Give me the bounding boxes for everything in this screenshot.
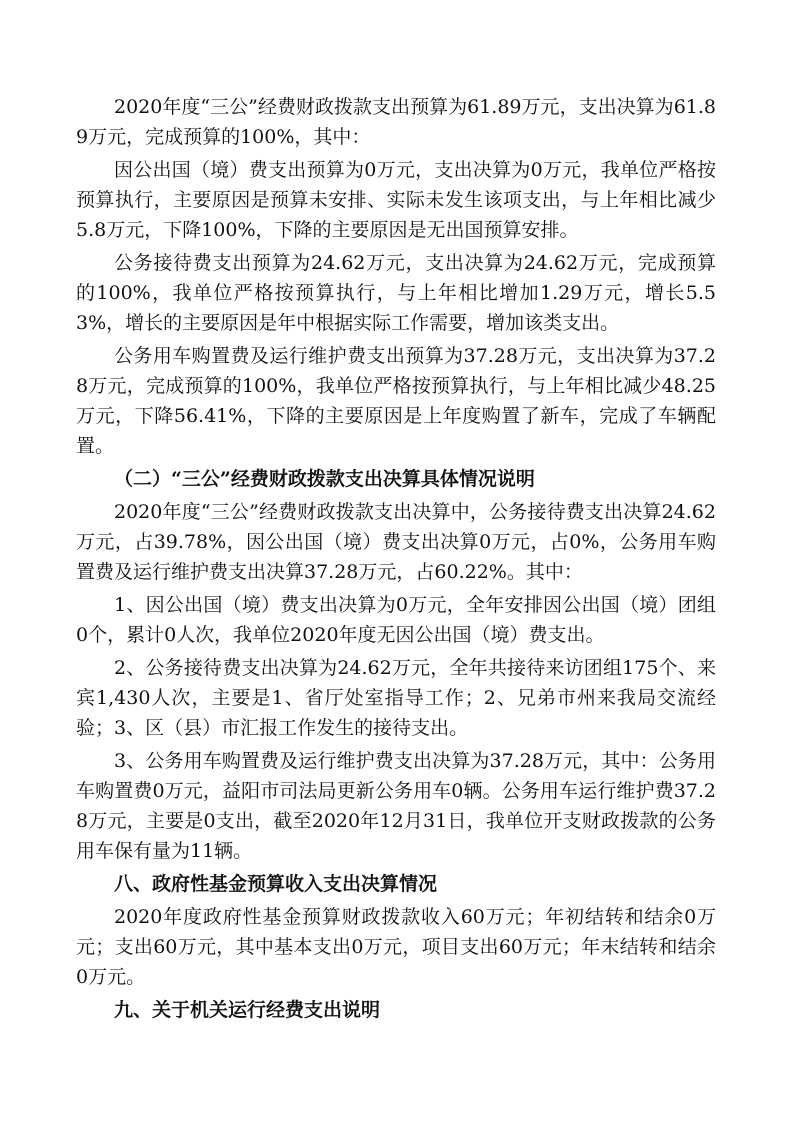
paragraph-sangong-budget-summary: 2020年度“三公”经费财政拨款支出预算为61.89万元，支出决算为61.89万元，完成预算的100%，其中： bbox=[76, 96, 716, 148]
section-heading-sangong-detail: （二）“三公”经费财政拨款支出决算具体情况说明 bbox=[114, 468, 535, 490]
paragraph-item-3-vehicle: 3、公务用车购置费及运行维护费支出决算为37.28万元，其中：公务用车购置费0万元，益阳市司法局更新公务用车0辆。公务用车运行维护费37.28万元，主要是0支出，截至2020年12月31日，我单位开支财政拨款的公务用车保有量为11辆。 bbox=[76, 750, 716, 862]
section-heading-operating-expense: 九、关于机关运行经费支出说明 bbox=[114, 999, 381, 1021]
paragraph-overseas-travel: 因公出国（境）费支出预算为0万元，支出决算为0万元，我单位严格按预算执行，主要原因是预算未安排、实际未发生该项支出，与上年相比减少5.8万元，下降100%，下降的主要原因是无出国预算安排。 bbox=[76, 159, 716, 241]
section-heading-government-fund: 八、政府性基金预算收入支出决算情况 bbox=[114, 873, 438, 895]
paragraph-reception-expense: 公务接待费支出预算为24.62万元，支出决算为24.62万元，完成预算的100%，我单位严格按预算执行，与上年相比增加1.29万元，增长5.53%，增长的主要原因是年中根据实际工作需要，增加该类支出。 bbox=[76, 252, 716, 334]
paragraph-government-fund: 2020年度政府性基金预算财政拨款收入60万元；年初结转和结余0万元；支出60万元，其中基本支出0万元，项目支出60万元；年末结转和结余0万元。 bbox=[76, 906, 716, 988]
paragraph-vehicle-expense: 公务用车购置费及运行维护费支出预算为37.28万元，支出决算为37.28万元，完成预算的100%，我单位严格按预算执行，与上年相比减少48.25万元，下降56.41%，下降的主要原因是上年度购置了新车，完成了车辆配置。 bbox=[76, 345, 716, 457]
paragraph-item-1-overseas: 1、因公出国（境）费支出决算为0万元，全年安排因公出国（境）团组0个，累计0人次，我单位2020年度无因公出国（境）费支出。 bbox=[76, 594, 716, 646]
document-page bbox=[76, 92, 716, 1028]
paragraph-sangong-breakdown: 2020年度“三公”经费财政拨款支出决算中，公务接待费支出决算24.62万元，占39.78%，因公出国（境）费支出决算0万元，占0%，公务用车购置费及运行维护费支出决算37.28万元，占60.22%。其中： bbox=[76, 501, 716, 583]
paragraph-item-2-reception: 2、公务接待费支出决算为24.62万元，全年共接待来访团组175个、来宾1,430人次，主要是1、省厅处室指导工作；2、兄弟市州来我局交流经验；3、区（县）市汇报工作发生的接待支出。 bbox=[76, 657, 716, 739]
